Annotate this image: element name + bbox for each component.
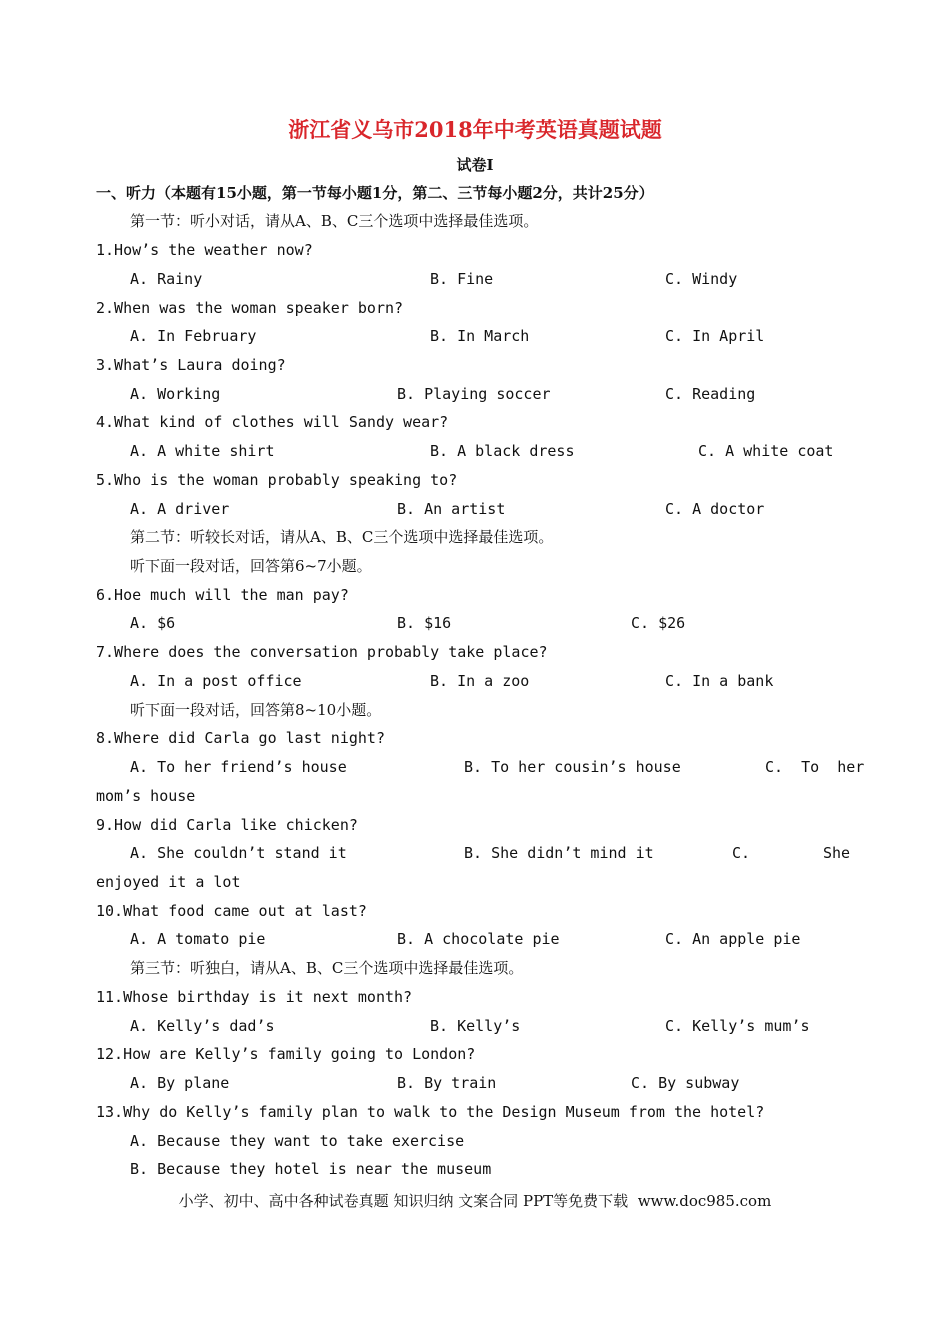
question-2-option-a: A. In February — [130, 327, 257, 345]
question-3-option-c: C. Reading — [665, 385, 756, 403]
question-6-option-a: A. $6 — [130, 614, 176, 632]
question-12-option-b: B. By train — [397, 1074, 497, 1092]
question-13-stem: 13.Why do Kelly’s family plan to walk to the Design Museum from the hotel? — [96, 1103, 765, 1121]
question-10-option-c: C. An apple pie — [665, 930, 801, 948]
question-8-stem: 8.Where did Carla go last night? — [96, 729, 385, 747]
question-8-option-c-continued: mom’s house — [96, 787, 196, 805]
question-1-option-a: A. Rainy — [130, 270, 203, 288]
listen-instruction-8-10: 听下面一段对话，回答第8~10小题。 — [130, 701, 382, 719]
question-10-option-a: A. A tomato pie — [130, 930, 266, 948]
page-title: 浙江省义乌市2018年中考英语真题试题 — [288, 117, 662, 142]
question-5-option-c: C. A doctor — [665, 500, 765, 518]
question-10-stem: 10.What food came out at last? — [96, 902, 367, 920]
question-3-stem: 3.What’s Laura doing? — [96, 356, 286, 374]
part2-instruction: 第二节：听较长对话，请从A、B、C三个选项中选择最佳选项。 — [130, 528, 554, 546]
question-5-option-b: B. An artist — [397, 500, 506, 518]
question-9-option-a: A. She couldn’t stand it — [130, 844, 347, 862]
section-heading: 一、听力（本题有15小题，第一节每小题1分，第二、三节每小题2分，共计25分） — [96, 184, 654, 202]
question-11-option-c: C. Kelly’s mum’s — [665, 1017, 810, 1035]
question-11-stem: 11.Whose birthday is it next month? — [96, 988, 413, 1006]
question-1-option-b: B. Fine — [430, 270, 494, 288]
question-13-option-b: B. Because they hotel is near the museum — [130, 1160, 492, 1178]
question-13-option-a: A. Because they want to take exercise — [130, 1132, 465, 1150]
question-1-option-c: C. Windy — [665, 270, 738, 288]
question-3-option-a: A. Working — [130, 385, 221, 403]
question-2-option-b: B. In March — [430, 327, 530, 345]
question-9-option-c-text: She — [823, 844, 851, 862]
question-1-stem: 1.How’s the weather now? — [96, 241, 313, 259]
question-4-option-b: B. A black dress — [430, 442, 575, 460]
question-2-stem: 2.When was the woman speaker born? — [96, 299, 404, 317]
question-7-stem: 7.Where does the conversation probably take place? — [96, 643, 548, 661]
question-12-stem: 12.How are Kelly’s family going to London? — [96, 1045, 476, 1063]
question-10-option-b: B. A chocolate pie — [397, 930, 560, 948]
question-8-option-c: C. To her — [765, 758, 865, 776]
question-7-option-a: A. In a post office — [130, 672, 302, 690]
question-4-stem: 4.What kind of clothes will Sandy wear? — [96, 413, 449, 431]
question-9-option-c-continued: enjoyed it a lot — [96, 873, 241, 891]
question-12-option-a: A. By plane — [130, 1074, 230, 1092]
question-11-option-b: B. Kelly’s — [430, 1017, 521, 1035]
question-5-option-a: A. A driver — [130, 500, 230, 518]
question-7-option-c: C. In a bank — [665, 672, 774, 690]
page-footer: 小学、初中、高中各种试卷真题 知识归纳 文案合同 PPT等免费下载 www.doc985.com — [178, 1192, 772, 1210]
question-9-option-c-letter: C. — [732, 844, 751, 862]
question-5-stem: 5.Who is the woman probably speaking to? — [96, 471, 458, 489]
part1-instruction: 第一节：听小对话，请从A、B、C三个选项中选择最佳选项。 — [130, 212, 539, 230]
question-8-option-a: A. To her friend’s house — [130, 758, 347, 776]
question-4-option-a: A. A white shirt — [130, 442, 275, 460]
question-3-option-b: B. Playing soccer — [397, 385, 551, 403]
question-9-option-b: B. She didn’t mind it — [464, 844, 654, 862]
paper-subtitle: 试卷Ⅰ — [456, 156, 494, 174]
question-6-option-c: C. $26 — [631, 614, 686, 632]
question-12-option-c: C. By subway — [631, 1074, 740, 1092]
question-4-option-c: C. A white coat — [698, 442, 834, 460]
question-8-option-b: B. To her cousin’s house — [464, 758, 681, 776]
question-9-stem: 9.How did Carla like chicken? — [96, 816, 358, 834]
question-6-stem: 6.Hoe much will the man pay? — [96, 586, 349, 604]
part3-instruction: 第三节：听独白，请从A、B、C三个选项中选择最佳选项。 — [130, 959, 524, 977]
listen-instruction-6-7: 听下面一段对话，回答第6~7小题。 — [130, 557, 372, 575]
question-2-option-c: C. In April — [665, 327, 765, 345]
question-6-option-b: B. $16 — [397, 614, 452, 632]
question-11-option-a: A. Kelly’s dad’s — [130, 1017, 275, 1035]
question-7-option-b: B. In a zoo — [430, 672, 530, 690]
